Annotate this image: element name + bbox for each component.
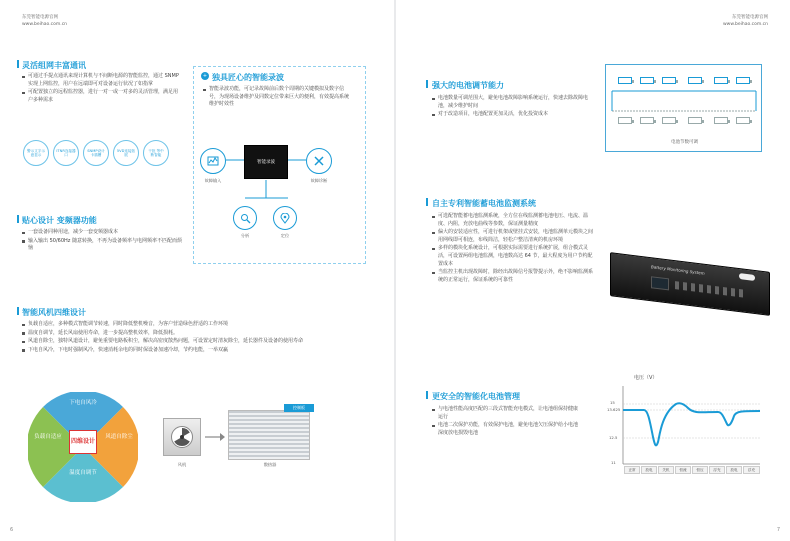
quad-right-label: 风道自除尘	[105, 434, 133, 440]
list-item: 可选配智能蓄电池监测系统，全方位在线监测蓄电池电压、电流、温度、内阻，充放电曲线等参数，保证测量精度	[432, 213, 594, 228]
list-item: 对于改造项目，电池配置更加灵活，优化投资成本	[432, 111, 592, 119]
y-tick: 15	[610, 400, 615, 405]
stage-tab: 浮充	[709, 466, 725, 474]
battery-icon	[736, 117, 750, 124]
battery-icon	[714, 117, 728, 124]
page-number-left: 6	[10, 527, 14, 533]
section-title-battery-management: 更安全的智能化电池管理	[432, 392, 520, 401]
y-tick: 13.625	[607, 407, 621, 412]
fan-label: 风机	[177, 462, 187, 467]
fault-diagnosis-label: 故障诊断	[310, 178, 328, 183]
feature-circle-4: 5VD连接拓展	[113, 140, 139, 166]
location-icon	[273, 206, 297, 230]
accent-bar	[426, 80, 428, 88]
accent-bar	[426, 198, 428, 206]
battery-icon	[736, 77, 750, 84]
stage-tab: 关机	[658, 466, 674, 474]
feature-circle-5: 干扰 等中 断智能	[143, 140, 169, 166]
stage-tab: 正常	[624, 466, 640, 474]
quad-top-label: 下电自风冷	[69, 400, 97, 406]
brand-url: www.beihao.com.cn	[22, 21, 68, 27]
accent-bar	[426, 391, 428, 399]
brand-header-left	[22, 15, 67, 28]
list-item: 温度自调节，延长风扇使用寿命，进一步提高整机效率，降低损耗。	[22, 330, 367, 338]
list-item: 输入输出 50/60Hz 随意转换，不再为设备频率与电网频率不匹配而烦恼	[22, 238, 182, 253]
quad-bottom-label: 温度自调节	[69, 470, 97, 476]
wave-recording-list	[203, 86, 353, 110]
list-item: 风道自除尘，独特风道设计，避免重要电路板积尘，解决高密度散热问题，可设置定时清灰除尘，延长器件及设备的使用寿命	[22, 338, 367, 346]
brand-name: 东莞智能电源官网	[22, 15, 58, 20]
battery-diagram-caption: 电池节数可调	[671, 140, 698, 145]
section-title-battery-adjust: 强大的电池调节能力	[432, 81, 504, 90]
brand-name: 东莞智能电源官网	[732, 15, 768, 20]
battery-monitor-list	[432, 213, 594, 285]
list-item: 电池数量可调范围大，避免电池故障影响系统运行，快速去除故障电池，减少维护时间	[432, 95, 592, 110]
fan-design-list	[22, 321, 367, 355]
list-item: 可配置独立的远程监控器，进行一对一或一对多的灵活管理，满足用户多种需求	[22, 89, 182, 104]
list-item: 偏大的安装适应性，可进行机架或壁挂式安装，电池监测单元模块之间用网线即可相连，布线简洁，轻松户整洁清爽的机房环境	[432, 229, 594, 244]
control-board-tag: 控制板	[284, 404, 314, 412]
page-number-right: 7	[776, 527, 780, 533]
battery-monitor-device	[610, 252, 770, 316]
device-display	[651, 276, 669, 290]
battery-icon	[688, 117, 702, 124]
section-title-battery-monitor: 自主专利智能蓄电池监测系统	[432, 199, 536, 208]
accent-bar	[17, 307, 19, 315]
fault-input-icon	[200, 148, 226, 174]
stage-tab: 放电	[726, 466, 742, 474]
feature-circle-3: SNMP设计卡插槽	[83, 140, 109, 166]
frequency-list	[22, 229, 182, 254]
fault-input-label: 故障输入	[204, 178, 222, 183]
list-item: 电池二次保护功能，有效保护电池，避免电池欠压保护给小电池深度放电损毁电池	[432, 422, 582, 437]
stage-tab: 浮充	[743, 466, 760, 474]
list-item: 多样的模块化系统设计，可根据实际需要进行系统扩展，组合模式灵活，可设置两组电池监测，电池数高达 64 节，最大程度为用户节约配置成本	[432, 245, 594, 268]
left-page	[0, 0, 394, 541]
brand-header-right	[723, 15, 768, 28]
fan-icon	[163, 418, 201, 456]
y-tick: 11	[611, 460, 616, 465]
device-buttons	[675, 281, 745, 298]
battery-icon	[662, 77, 676, 84]
brand-url: www.beihao.com.cn	[722, 21, 768, 27]
section-title-wave-recording: 独具匠心的智能录波	[212, 73, 284, 82]
battery-icon	[618, 77, 632, 84]
battery-icon	[640, 77, 654, 84]
analyze-label: 分析	[240, 233, 250, 238]
charging-curve	[623, 403, 760, 445]
location-label: 定位	[280, 233, 290, 238]
section-title-frequency: 贴心设计 变频器功能	[22, 216, 97, 225]
stage-tab: 恒流	[675, 466, 691, 474]
battery-diagram	[605, 64, 762, 152]
list-item: 当监控主机出现故障时，除经出故障信号报警提示外，绝不影响监测系统的正常运行，保证系统的可靠性	[432, 269, 594, 284]
y-tick: 12.5	[609, 435, 618, 440]
list-item: 下电自风冷，下电时强制风冷，快速消耗余电的同时保设备加速冷却，节约电能，一举双赢	[22, 347, 367, 355]
section-title-fan-design: 智能风机四维设计	[22, 308, 86, 317]
radiator-image	[228, 410, 310, 460]
feature-circle-2: ITNR连接器口	[53, 140, 79, 166]
airflow-arrow	[205, 432, 225, 442]
battery-icon	[618, 117, 632, 124]
device-label: Battery Monitoring System	[651, 264, 705, 276]
device-logo	[739, 273, 755, 281]
feature-circle-1: 警示文字示意显示	[23, 140, 49, 166]
battery-icon	[714, 77, 728, 84]
stage-tab: 放电	[641, 466, 657, 474]
battery-management-list	[432, 406, 582, 438]
accent-bar	[17, 215, 19, 223]
quad-left-label: 负载自适应	[34, 434, 62, 440]
battery-icon	[662, 117, 676, 124]
networking-list	[22, 73, 182, 105]
list-item: 智能录波功能，可记录故障前后数个周期的关键模拟及数字信号，为现场设备维护及同数定位带来巨大的便利，有效提高系统维护时效性	[203, 86, 353, 109]
quad-center-label: 四维设计	[69, 430, 97, 454]
battery-icon	[688, 77, 702, 84]
list-item: 负载自适应，多种模式智能调节转速，同时降低整机噪音，为客户营造绿色舒适的工作环境	[22, 321, 367, 329]
chart-ylabel: 电压（V）	[634, 375, 658, 381]
section-title-networking: 灵活组网丰富通讯	[22, 61, 86, 70]
battery-adjust-list	[432, 95, 592, 120]
analyze-icon	[233, 206, 257, 230]
radiator-label: 散热器	[263, 462, 277, 467]
charging-chart	[606, 374, 764, 482]
right-page	[396, 0, 790, 541]
stage-tab: 恒压	[692, 466, 708, 474]
list-item: 一套设备同种用途，减少一套变频器成本	[22, 229, 182, 237]
section-icon: +	[202, 73, 208, 79]
smart-recording-box: 智能录波	[244, 145, 288, 179]
list-item: 与电池性能高度匹配的三段式智能充电模式，让电池组保持健康运行	[432, 406, 582, 421]
accent-bar	[17, 60, 19, 68]
fault-diagnosis-icon	[306, 148, 332, 174]
battery-icon	[640, 117, 654, 124]
list-item: 可通过手提点通讯来现计算机与不间断电源的智能监控，通过 SNMP 实现上网监控，用户在远端即可对设备运行状况了如指掌	[22, 73, 182, 88]
